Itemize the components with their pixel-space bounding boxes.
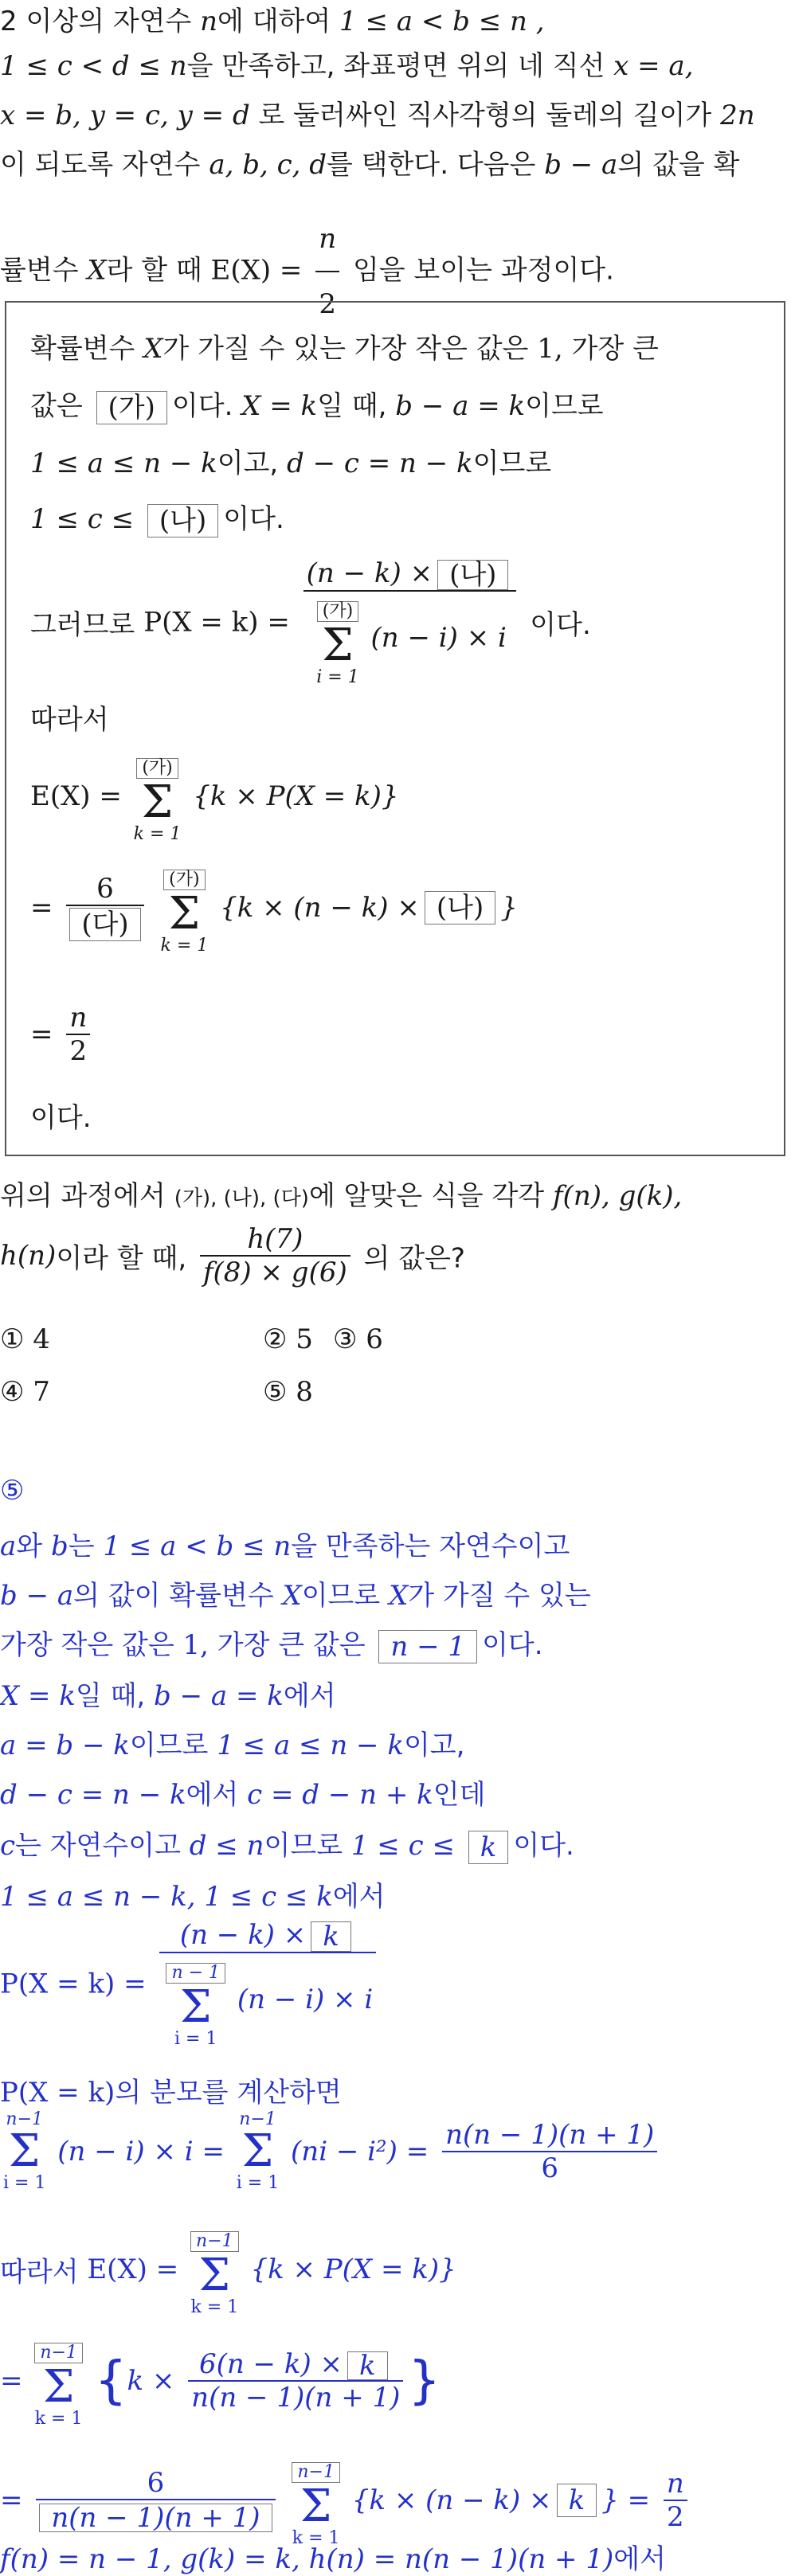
box-line-2: 값은 (가) 이다. X = k일 때, b − a = k이므로 [30, 390, 604, 424]
solution-line-5: a = b − k이므로 1 ≤ a ≤ n − k이고, [0, 1730, 465, 1761]
problem-line-2: 1 ≤ c < d ≤ n을 만족하고, 좌표평면 위의 네 직선 x = a, [0, 50, 694, 82]
solution-line-3: 가장 작은 값은 1, 가장 큰 값은 n − 1 이다. [0, 1629, 543, 1663]
solution-line-12: 따라서 E(X) = n−1 Σ k = 1 {k × P(X = k)} [0, 2231, 456, 2317]
box-line-10: 이다. [30, 1102, 92, 1134]
problem-line-5: 률변수 X라 할 때 E(X) = $\frac{n}{2}$ 임을 보이는 과정이다. [0, 207, 614, 336]
solution-line-7: c는 자연수이고 d ≤ n이므로 1 ≤ c ≤ k 이다. [0, 1830, 574, 1863]
solution-line-6: d − c = n − k에서 c = d − n + k인데 [0, 1779, 486, 1811]
solution-answer: ⑤ [0, 1475, 25, 1507]
problem-number: 2 [0, 6, 18, 37]
box-line-3: 1 ≤ a ≤ n − k이고, d − c = n − k이므로 [30, 448, 552, 479]
solution-line-15: f(n) = n − 1, g(k) = k, h(n) = n(n − 1)(n + 1)에서 [0, 2543, 666, 2575]
problem-line-4: 이 되도록 자연수 a, b, c, d를 택한다. 다음은 b − a의 값을 확 [0, 149, 740, 181]
box-line-6: 따라서 [30, 704, 109, 736]
blank-na: (나) [147, 504, 218, 537]
box-line-4: 1 ≤ c ≤ (나) 이다. [30, 503, 284, 537]
box-line-1: 확률변수 X가 가질 수 있는 가장 작은 값은 1, 가장 큰 [30, 333, 659, 365]
question-line-1: 위의 과정에서 (가), (나), (다)에 알맞은 식을 각각 f(n), g(k), [0, 1180, 683, 1212]
question-line-2: h(n)이라 할 때, $\frac{h(7)}{f(8) \times g(6)}$ 의 값은? [0, 1223, 465, 1288]
solution-line-2: b − a의 값이 확률변수 X이므로 X가 가질 수 있는 [0, 1580, 591, 1612]
solution-line-14: = $\frac{6}{n(n - 1)(n + 1)}$ n−1 Σ k = 1 {k × (n − k) × k } = $\frac{n}{2}$ [0, 2453, 692, 2548]
choice-1[interactable]: ① 4 [0, 1323, 50, 1355]
solution-line-4: X = k일 때, b − a = k에서 [0, 1680, 336, 1712]
proof-box [5, 301, 785, 1156]
box-line-9: = $\frac{n}{2}$ [30, 1002, 95, 1067]
choice-3[interactable]: ③ 6 [333, 1323, 383, 1355]
box-line-7: E(X) = (가) Σ k = 1 {k × P(X = k)} [30, 758, 399, 844]
problem-line-3: x = b, y = c, y = d 로 둘러싸인 직사각형의 둘레의 길이가 2n [0, 100, 755, 131]
choice-4[interactable]: ④ 7 [0, 1376, 50, 1408]
solution-line-8: 1 ≤ a ≤ n − k, 1 ≤ c ≤ k에서 [0, 1881, 386, 1913]
choice-2[interactable]: ② 5 [263, 1323, 313, 1355]
n-over-2: $\frac{n}{2}$ [315, 207, 339, 336]
solution-line-11: n−1 Σ i = 1 (n − i) × i = n−1 Σ i = 1 (ni − i²) = $\frac{n(n - 1)(n + 1)}{6}$ [0, 2110, 662, 2193]
blank-ga: (가) [96, 391, 167, 424]
problem-line-1: 2 이상의 자연수 n에 대하여 1 ≤ a < b ≤ n , [0, 6, 545, 37]
choice-5[interactable]: ⑤ 8 [263, 1376, 313, 1408]
solution-line-10: P(X = k)의 분모를 계산하면 [0, 2077, 342, 2109]
box-line-5: 그러므로 P(X = k) = (n − k) × (나) (가) Σ i = 1 (n − i) × i 이다. [30, 557, 591, 687]
prob-fraction: (n − k) × (나) (가) Σ i = 1 (n − i) × i [303, 557, 517, 687]
solution-line-9: P(X = k) = (n − k) × k n − 1 Σ i = 1 (n − i) × i [0, 1919, 381, 2049]
solution-line-13: = n−1 Σ k = 1 {k × $\frac{6(n - k) \times k}{n(n - 1)(n + 1)}$ } [0, 2343, 441, 2429]
solution-line-1: a와 b는 1 ≤ a < b ≤ n을 만족하는 자연수이고 [0, 1530, 570, 1562]
box-line-8: = $\frac{6}{\text{(다)}}$ (가) Σ k = 1 {k × (n − k) × (나) } [30, 870, 518, 956]
